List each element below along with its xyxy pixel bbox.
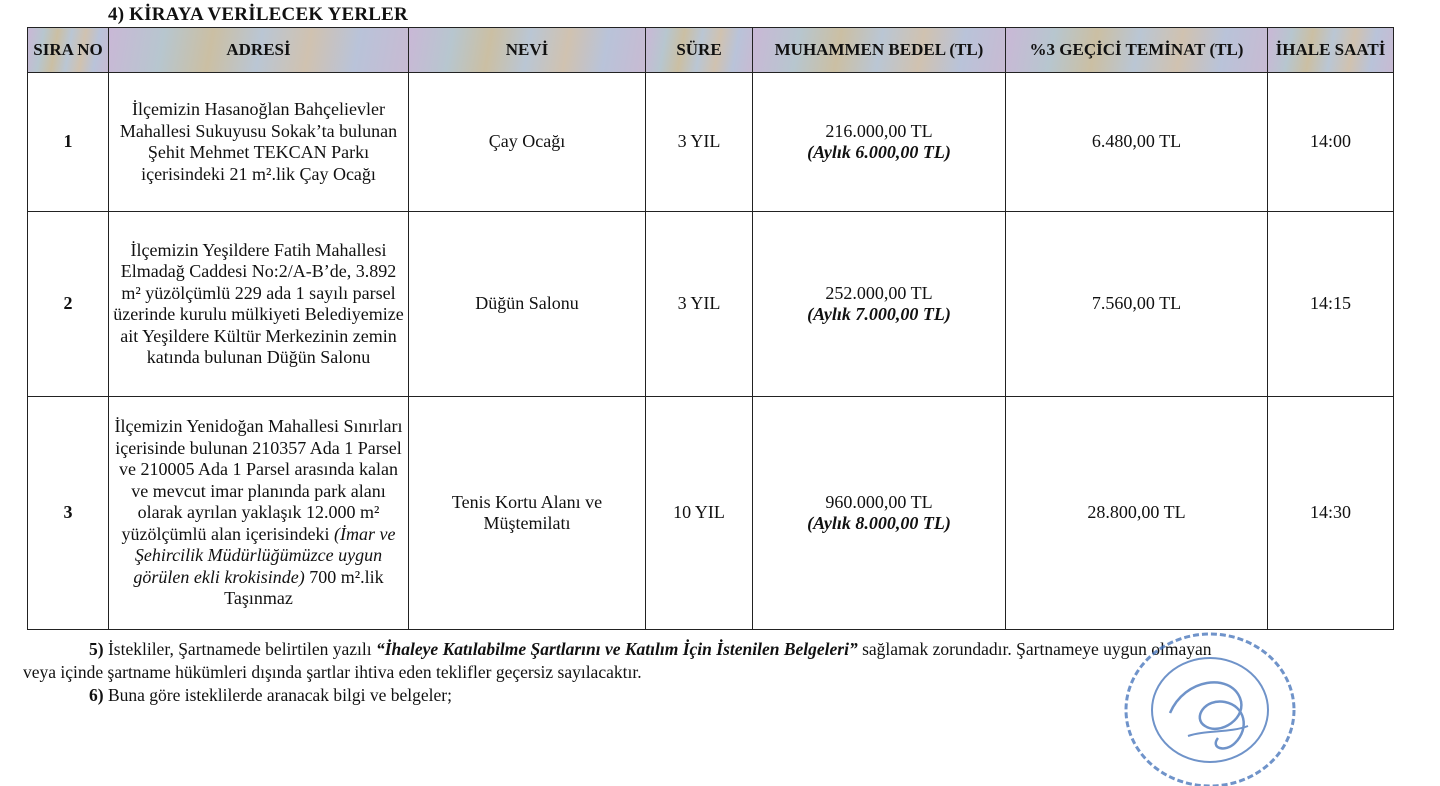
row-type: Tenis Kortu Alanı ve Müştemilatı: [409, 397, 646, 630]
rental-table: [27, 27, 1394, 630]
header-saat: İHALE SAATİ: [1268, 28, 1394, 73]
section-title: 4) KİRAYA VERİLECEK YERLER: [108, 4, 408, 25]
row-address-part1: İlçemizin Yenidoğan Mahallesi Sınırları içerisinde bulunan 210357 Ada 1 Parsel ve 210005 Ada 1 Parsel arasında kalan ve mevcut imar planında park alanı olarak ayrılan yaklaşık 12.000 m² yüzölçümlü alan içerisindeki: [114, 416, 403, 544]
row-price: 216.000,00 TL: [825, 120, 933, 141]
row-address: [109, 397, 409, 630]
header-sure: SÜRE: [646, 28, 753, 73]
header-bedel: MUHAMMEN BEDEL (TL): [753, 28, 1006, 73]
row-price-cell: [753, 212, 1006, 397]
paragraph-5-text-a: İstekliler, Şartnamede belirtilen yazılı: [107, 639, 372, 659]
row-deposit: 7.560,00 TL: [1006, 212, 1268, 397]
paragraph-6-text: Buna göre isteklilerde aranacak bilgi ve belgeler;: [107, 685, 452, 705]
row-type: Çay Ocağı: [409, 73, 646, 212]
paragraph-5-number: 5): [89, 639, 104, 659]
official-stamp-icon: [1110, 618, 1310, 786]
row-address-part2: 700 m².lik Taşınmaz: [224, 566, 384, 609]
row-deposit: 28.800,00 TL: [1006, 397, 1268, 630]
row-price: 252.000,00 TL: [825, 282, 933, 303]
row-deposit: 6.480,00 TL: [1006, 73, 1268, 212]
row-no: 2: [28, 212, 109, 397]
header-adres: ADRESİ: [109, 28, 409, 73]
table-row: [28, 397, 1394, 630]
header-teminat: %3 GEÇİCİ TEMİNAT (TL): [1006, 28, 1268, 73]
row-no: 1: [28, 73, 109, 212]
table-header-row: [28, 28, 1394, 73]
row-price: 960.000,00 TL: [825, 491, 933, 512]
row-monthly: (Aylık 8.000,00 TL): [807, 513, 951, 533]
header-sira: SIRA NO: [28, 28, 109, 73]
paragraph-6-number: 6): [89, 685, 104, 705]
row-duration: 10 YIL: [646, 397, 753, 630]
row-address-italic: (İmar ve Şehircilik Müdürlüğümüzce uygun görülen ekli krokisinde): [133, 523, 396, 587]
row-no: 3: [28, 397, 109, 630]
table-row: [28, 73, 1394, 212]
row-duration: 3 YIL: [646, 73, 753, 212]
table-row: [28, 212, 1394, 397]
paragraph-5-text-b: sağlamak zorundadır. Şartnameye uygun olmayan: [862, 639, 1212, 659]
paragraph-5-line-2: veya içinde şartname hükümleri dışında şartlar ihtiva eden teklifler geçersiz sayılacaktır.: [23, 662, 642, 682]
row-price-cell: [753, 73, 1006, 212]
row-price-cell: [753, 397, 1006, 630]
row-address: İlçemizin Hasanoğlan Bahçelievler Mahallesi Sukuyusu Sokak’ta bulunan Şehit Mehmet TEKCAN Parkı içerisindeki 21 m².lik Çay Ocağı: [109, 73, 409, 212]
row-monthly: (Aylık 6.000,00 TL): [807, 142, 951, 162]
row-time: 14:15: [1268, 212, 1394, 397]
row-monthly: (Aylık 7.000,00 TL): [807, 304, 951, 324]
row-address: İlçemizin Yeşildere Fatih Mahallesi Elmadağ Caddesi No:2/A-B’de, 3.892 m² yüzölçümlü 229 ada 1 sayılı parsel üzerinde kurulu mülkiyeti Belediyemize ait Yeşildere Kültür Merkezinin zemin katında bulunan Düğün Salonu: [109, 212, 409, 397]
row-duration: 3 YIL: [646, 212, 753, 397]
header-nevi: NEVİ: [409, 28, 646, 73]
row-time: 14:00: [1268, 73, 1394, 212]
row-type: Düğün Salonu: [409, 212, 646, 397]
paragraph-5-quote: “İhaleye Katılabilme Şartlarını ve Katılım İçin İstenilen Belgeleri”: [375, 639, 858, 659]
row-time: 14:30: [1268, 397, 1394, 630]
